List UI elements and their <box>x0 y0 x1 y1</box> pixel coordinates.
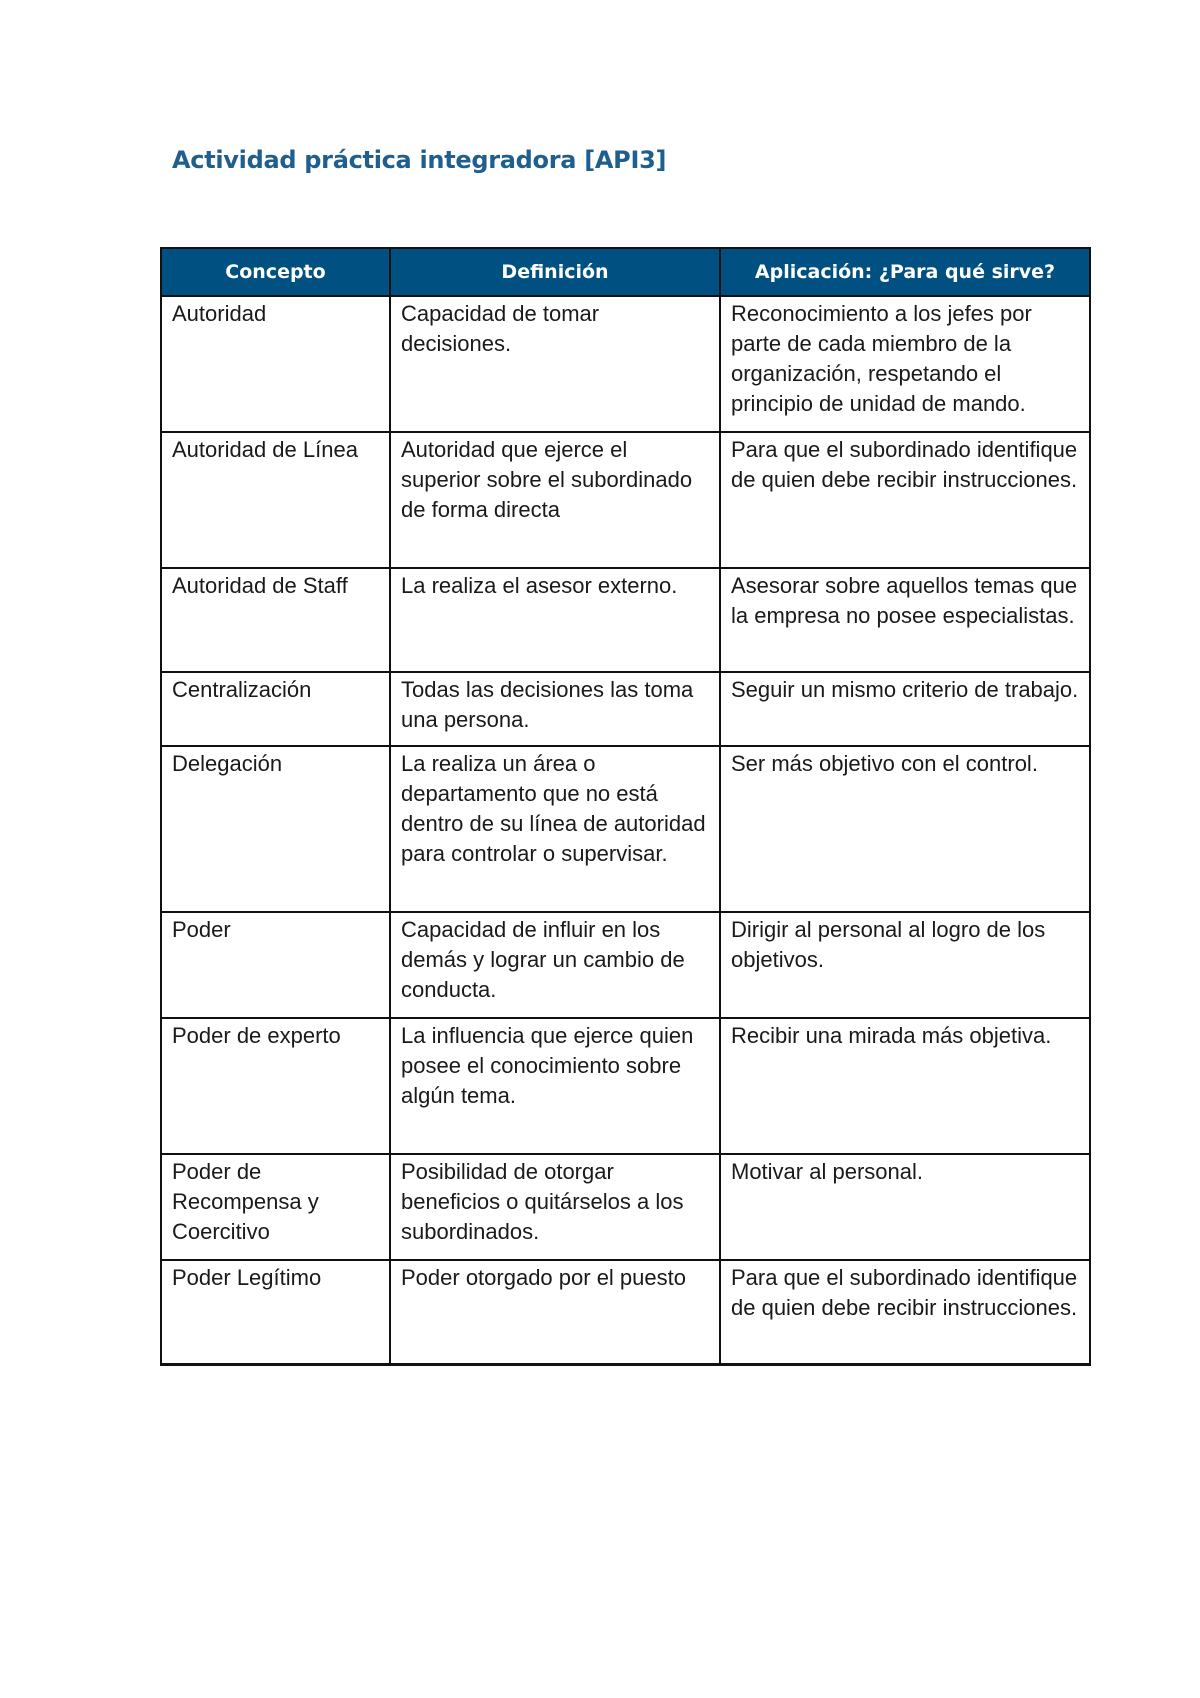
cell-definicion: Poder otorgado por el puesto <box>390 1260 720 1364</box>
cell-aplicacion: Asesorar sobre aquellos temas que la empresa no posee especialistas. <box>720 568 1090 672</box>
page-title: Actividad práctica integradora [API3] <box>172 146 667 174</box>
table-row <box>161 746 1090 912</box>
cell-aplicacion: Para que el subordinado identifique de quien debe recibir instrucciones. <box>720 1260 1090 1364</box>
cell-definicion: Capacidad de influir en los demás y lograr un cambio de conducta. <box>390 912 720 1018</box>
cell-concepto: Centralización <box>161 672 390 746</box>
cell-concepto: Poder Legítimo <box>161 1260 390 1364</box>
cell-aplicacion: Recibir una mirada más objetiva. <box>720 1018 1090 1154</box>
cell-definicion: La realiza el asesor externo. <box>390 568 720 672</box>
table-row <box>161 432 1090 568</box>
cell-concepto: Autoridad de Línea <box>161 432 390 568</box>
table-header-row <box>161 248 1090 296</box>
header-concepto: Concepto <box>161 248 390 296</box>
header-aplicacion: Aplicación: ¿Para qué sirve? <box>720 248 1090 296</box>
table-row <box>161 672 1090 746</box>
cell-definicion: Autoridad que ejerce el superior sobre el subordinado de forma directa <box>390 432 720 568</box>
table-row <box>161 296 1090 432</box>
cell-concepto: Autoridad de Staff <box>161 568 390 672</box>
table-row <box>161 1154 1090 1260</box>
concept-table <box>160 247 1091 1366</box>
cell-definicion: Todas las decisiones las toma una persona. <box>390 672 720 746</box>
cell-concepto: Poder <box>161 912 390 1018</box>
cell-definicion: La influencia que ejerce quien posee el conocimiento sobre algún tema. <box>390 1018 720 1154</box>
table-row <box>161 568 1090 672</box>
cell-aplicacion: Para que el subordinado identifique de quien debe recibir instrucciones. <box>720 432 1090 568</box>
table-row <box>161 912 1090 1018</box>
cell-aplicacion: Ser más objetivo con el control. <box>720 746 1090 912</box>
cell-concepto: Poder de experto <box>161 1018 390 1154</box>
cell-aplicacion: Motivar al personal. <box>720 1154 1090 1260</box>
cell-definicion: La realiza un área o departamento que no está dentro de su línea de autoridad para controlar o supervisar. <box>390 746 720 912</box>
cell-concepto: Poder de Recompensa y Coercitivo <box>161 1154 390 1260</box>
table-row <box>161 1018 1090 1154</box>
header-definicion: Definición <box>390 248 720 296</box>
cell-definicion: Capacidad de tomar decisiones. <box>390 296 720 432</box>
cell-aplicacion: Seguir un mismo criterio de trabajo. <box>720 672 1090 746</box>
cell-definicion: Posibilidad de otorgar beneficios o quitárselos a los subordinados. <box>390 1154 720 1260</box>
table-row <box>161 1260 1090 1364</box>
cell-aplicacion: Reconocimiento a los jefes por parte de cada miembro de la organización, respetando el principio de unidad de mando. <box>720 296 1090 432</box>
cell-concepto: Autoridad <box>161 296 390 432</box>
cell-aplicacion: Dirigir al personal al logro de los objetivos. <box>720 912 1090 1018</box>
cell-concepto: Delegación <box>161 746 390 912</box>
